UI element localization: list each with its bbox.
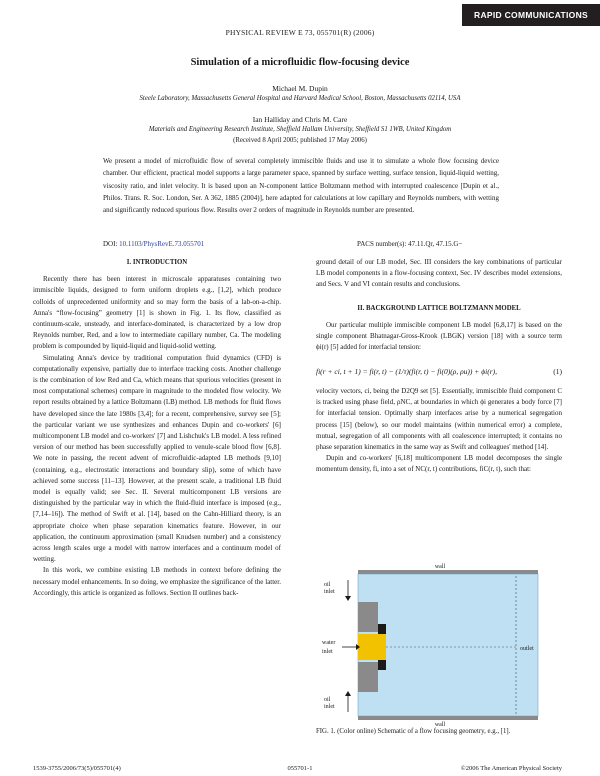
author-line-2: Ian Halliday and Chris M. Care [252,115,348,124]
water-region [358,634,386,660]
abstract: We present a model of microfluidic flow of several completely immiscible fluids and use it to simulate a whole flow focusing device chamber. Our efficient, practical model supports a large parameter space, spanned by surface wetting, surface tension, liquid-liquid wetting, viscosity ratio, and inlet velocity. It is based upon an N-component lattice Boltzmann method with interrupted coalescence [Dupin et al., Philos. Trans. R. Soc. London, Ser. A 362, 1885 (2004)], here adapted for calculations at low capillary and Reynolds numbers, with wetting and significantly reduced spurious flow. Results over 2 orders of magnitude in Reynolds number are presented. [103,157,499,215]
flow-focusing-schematic [320,562,550,727]
water-inlet-label-2: inlet [322,649,333,655]
journal-line: PHYSICAL REVIEW E 73, 055701(R) (2006) [225,28,375,37]
section-2-title: II. BACKGROUND LATTICE BOLTZMANN MODEL [357,304,521,312]
footer-copyright: ©2006 The American Physical Society [460,765,562,772]
doi-line [103,240,204,248]
background-paragraph-2: velocity vectors, ci, being the D2Q9 set [5]. Essentially, immiscible fluid component C is tracked using phase field, ρNC, at boundaries in which ϕi generates a body force [7] for interfacial tension. Optimally sharp interfaces arise by a numerical segregation process [15] (below), so our model maintains (within numerical error) a complete, mutual, segregation of all components with all coalescence interrupted; it contains no phase separation kinematics in the same way as Swift and colleagues' method [14]. [316,387,562,452]
section-1-title: I. INTRODUCTION [126,259,188,266]
footer-issn: 1539-3755/2006/73(5)/055701(4) [33,765,121,772]
author-line-1: Michael M. Dupin [272,84,328,93]
figure-1 [320,562,550,727]
wall-bottom-label: wall [434,722,446,727]
right-column-bottom [316,386,562,476]
oil-inlet-top-label: oil [324,582,331,588]
affiliation-1: Steele Laboratory, Massachusetts General Hospital and Harvard Medical School, Boston, Massachusetts 02114, USA [139,95,461,102]
intro-continuation: ground detail of our LB model, Sec. III considers the key combinations of particular LB model components in a flow-focusing context, Sec. IV describes model extensions, and Secs. V and VI contain results and conclusions. [316,258,562,289]
wall-top [358,570,538,574]
water-inlet-label: water [322,640,336,646]
doi-link[interactable]: 10.1103/PhysRevE.73.055701 [119,240,205,248]
paper-title: Simulation of a microfluidic flow-focusing device [190,57,410,68]
left-column [33,257,281,599]
rapid-communications-banner: RAPID COMMUNICATIONS [462,4,600,26]
inlet-wall-lower [358,662,378,692]
pacs-numbers: PACS number(s): 47.11.Qr, 47.15.G− [357,240,463,248]
right-column-top [316,257,562,353]
outlet-label: outlet [520,646,534,652]
background-paragraph-3: Dupin and co-workers' [6,18] multicomponent LB model decomposes the single momentum density, fi, into a set of NC(r, t) contributions, fiC(r, t), such that: [316,454,562,474]
equation-1 [316,367,562,376]
background-paragraph-1: Our particular multiple immiscible component LB model [6,8,17] is based on the single component Bhatnagar-Gross-Krook (LBGK) version [18] with a source term ϕi(r) [5] added for interfacial tension: [316,320,562,352]
wall-top-label: wall [434,564,446,570]
oil-inlet-bottom-label-2: inlet [324,704,335,710]
affiliation-2: Materials and Engineering Research Institute, Sheffield Hallam University, Sheffield S1 1WB, United Kingdom [148,126,452,133]
received-line: (Received 8 April 2005; published 17 May 2006) [233,137,367,144]
oil-inlet-bottom-label: oil [324,697,331,703]
intro-paragraph-1: Recently there has been interest in microscale apparatuses containing two immiscible liquids, designed to form uniform droplets e.g., [1,2], which produce colloids of unprecedented uniformity and so may form the basis of a lab-on-a-chip. Anna's “flow-focusing” geometry [1] is shown in Fig. 1. Its flow, classified as continuum-scale, unsteady, and interface-dominated, is characterized by a low drop Reynolds number, Red, and a low to intermediate capillary number, Ca. The modeling problem is compounded by liquid-liquid and liquid-solid wetting. [33,275,281,351]
oil-inlet-top-label-2: inlet [324,589,335,595]
intro-paragraph-3: In this work, we combine existing LB methods in context before defining the necessary model enhancements. In so doing, we emphasize the significance of the latter. Accordingly, this article is organized as follows. Section II outlines back- [33,566,281,597]
figure-1-caption: FIG. 1. (Color online) Schematic of a flow focusing geometry, e.g., [1]. [316,728,511,735]
equation-1-number: (1) [553,367,562,376]
footer-page-number: 055701-1 [287,765,313,772]
wall-bottom [358,716,538,720]
intro-paragraph-2: Simulating Anna's device by traditional computation fluid dynamics (CFD) is computationally expensive, partially due to interface tracking costs. Another challenge is the combination of low Red and Ca, which means that spurious velocities (present in most computational schemes) compare in magnitude to the modeled flow velocity. We report results obtained by a lattice Boltzmann (LB) method. LB methods for fluid flows have developed since the late 1980s [3,4]; for a recent, comprehensive, survey see [5]; the particular variant we use synthesizes and enhances Dupin and co-workers' [6] multicomponent LB model and co-workers' [7] and Lishchuk's LB model. A less refined version of our method has been successfully applied to venule-scale blood flow [6,8]. We note in passing, the recent advent of microfluidic-adapted LB methods [9,10] (containing, e.g., electrostatic interactions and boundary slip), some of which have achieved some success [11–13]. However, at the present scale, a traditional LB fluid model is equally valid; see Sec. II. Several multicomponent LB versions are distinguished by the particular way in which the fluid-fluid interface is imposed (e.g., [7,14–16]). The method of Swift et al. [14], based on the Cahn-Hilliard theory, is an appropriate choice when phase separation kinematics feature. However, in our application, the continuum approximation (small Knudsen number) and a consistency across length scales urge a model with narrow interfaces and a continuum model of wetting. [33,353,281,564]
inlet-wall-upper [358,602,378,632]
equation-1-body: fi(r + ci, t + 1) = fi(r, t) − (1/τ)(fi(r, t) − fi(0)(ρ, ρu)) + ϕi(r), [316,367,497,376]
doi-label: DOI: [103,240,120,248]
